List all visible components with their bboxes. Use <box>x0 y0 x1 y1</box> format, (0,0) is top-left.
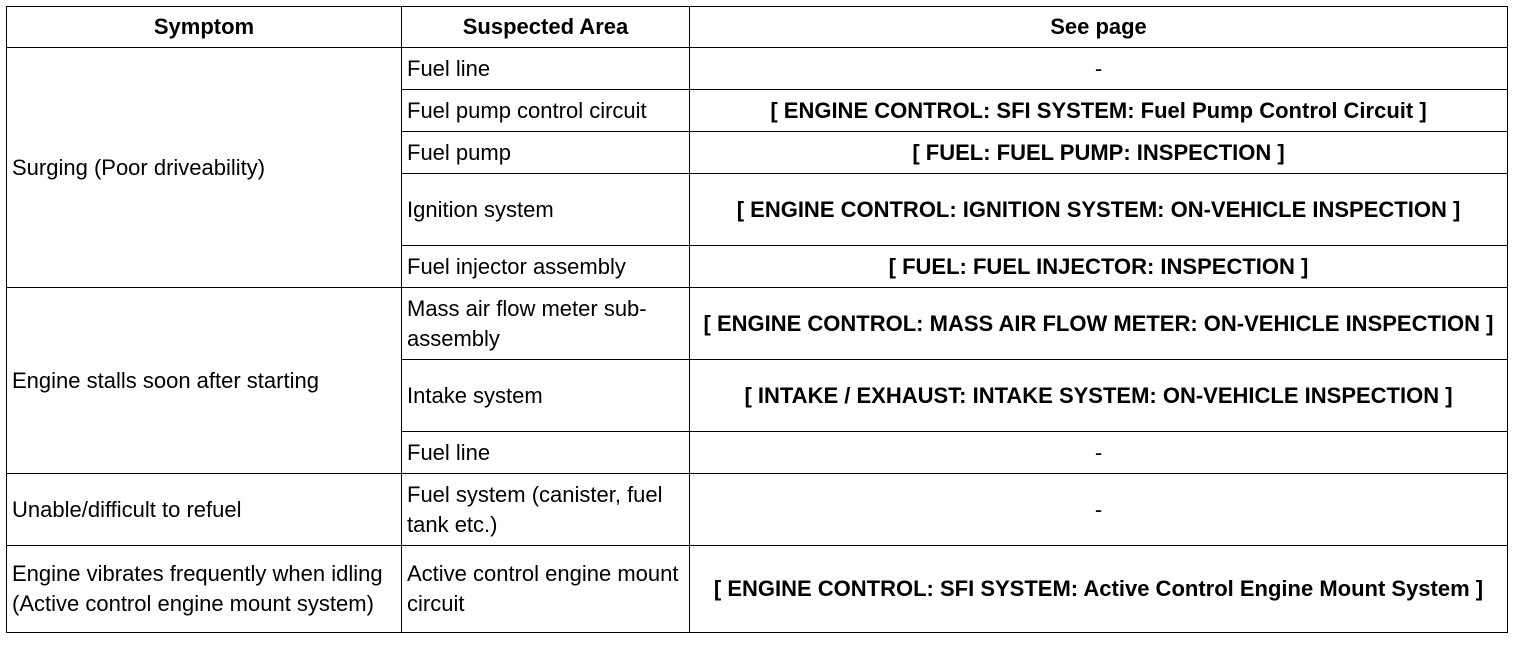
suspected-area-cell: Active control engine mount circuit <box>402 546 690 633</box>
suspected-area-cell: Mass air flow meter sub-assembly <box>402 288 690 360</box>
see-page-cell: - <box>690 48 1508 90</box>
see-page-link[interactable]: [ ENGINE CONTROL: IGNITION SYSTEM: ON-VEHICLE INSPECTION ] <box>690 174 1508 246</box>
see-page-link[interactable]: [ ENGINE CONTROL: MASS AIR FLOW METER: ON-VEHICLE INSPECTION ] <box>690 288 1508 360</box>
symptom-cell: Engine stalls soon after starting <box>7 288 402 474</box>
suspected-area-cell: Fuel pump <box>402 132 690 174</box>
suspected-area-cell: Fuel injector assembly <box>402 246 690 288</box>
header-suspected-area: Suspected Area <box>402 7 690 48</box>
see-page-link[interactable]: [ ENGINE CONTROL: SFI SYSTEM: Fuel Pump Control Circuit ] <box>690 90 1508 132</box>
header-symptom: Symptom <box>7 7 402 48</box>
suspected-area-cell: Ignition system <box>402 174 690 246</box>
suspected-area-cell: Fuel line <box>402 48 690 90</box>
suspected-area-cell: Intake system <box>402 360 690 432</box>
see-page-link[interactable]: [ FUEL: FUEL PUMP: INSPECTION ] <box>690 132 1508 174</box>
see-page-link[interactable]: [ ENGINE CONTROL: SFI SYSTEM: Active Control Engine Mount System ] <box>690 546 1508 633</box>
suspected-area-cell: Fuel pump control circuit <box>402 90 690 132</box>
table-row <box>7 288 1508 360</box>
see-page-cell: - <box>690 432 1508 474</box>
troubleshooting-table-container <box>6 6 1507 633</box>
symptom-cell: Unable/difficult to refuel <box>7 474 402 546</box>
table-row <box>7 546 1508 633</box>
suspected-area-cell: Fuel system (canister, fuel tank etc.) <box>402 474 690 546</box>
see-page-link[interactable]: [ FUEL: FUEL INJECTOR: INSPECTION ] <box>690 246 1508 288</box>
symptom-cell: Surging (Poor driveability) <box>7 48 402 288</box>
table-row <box>7 474 1508 546</box>
header-see-page: See page <box>690 7 1508 48</box>
suspected-area-cell: Fuel line <box>402 432 690 474</box>
table-header-row <box>7 7 1508 48</box>
symptom-cell: Engine vibrates frequently when idling (Active control engine mount system) <box>7 546 402 633</box>
see-page-cell: - <box>690 474 1508 546</box>
problem-symptoms-table <box>6 6 1508 633</box>
table-row <box>7 48 1508 90</box>
see-page-link[interactable]: [ INTAKE / EXHAUST: INTAKE SYSTEM: ON-VEHICLE INSPECTION ] <box>690 360 1508 432</box>
